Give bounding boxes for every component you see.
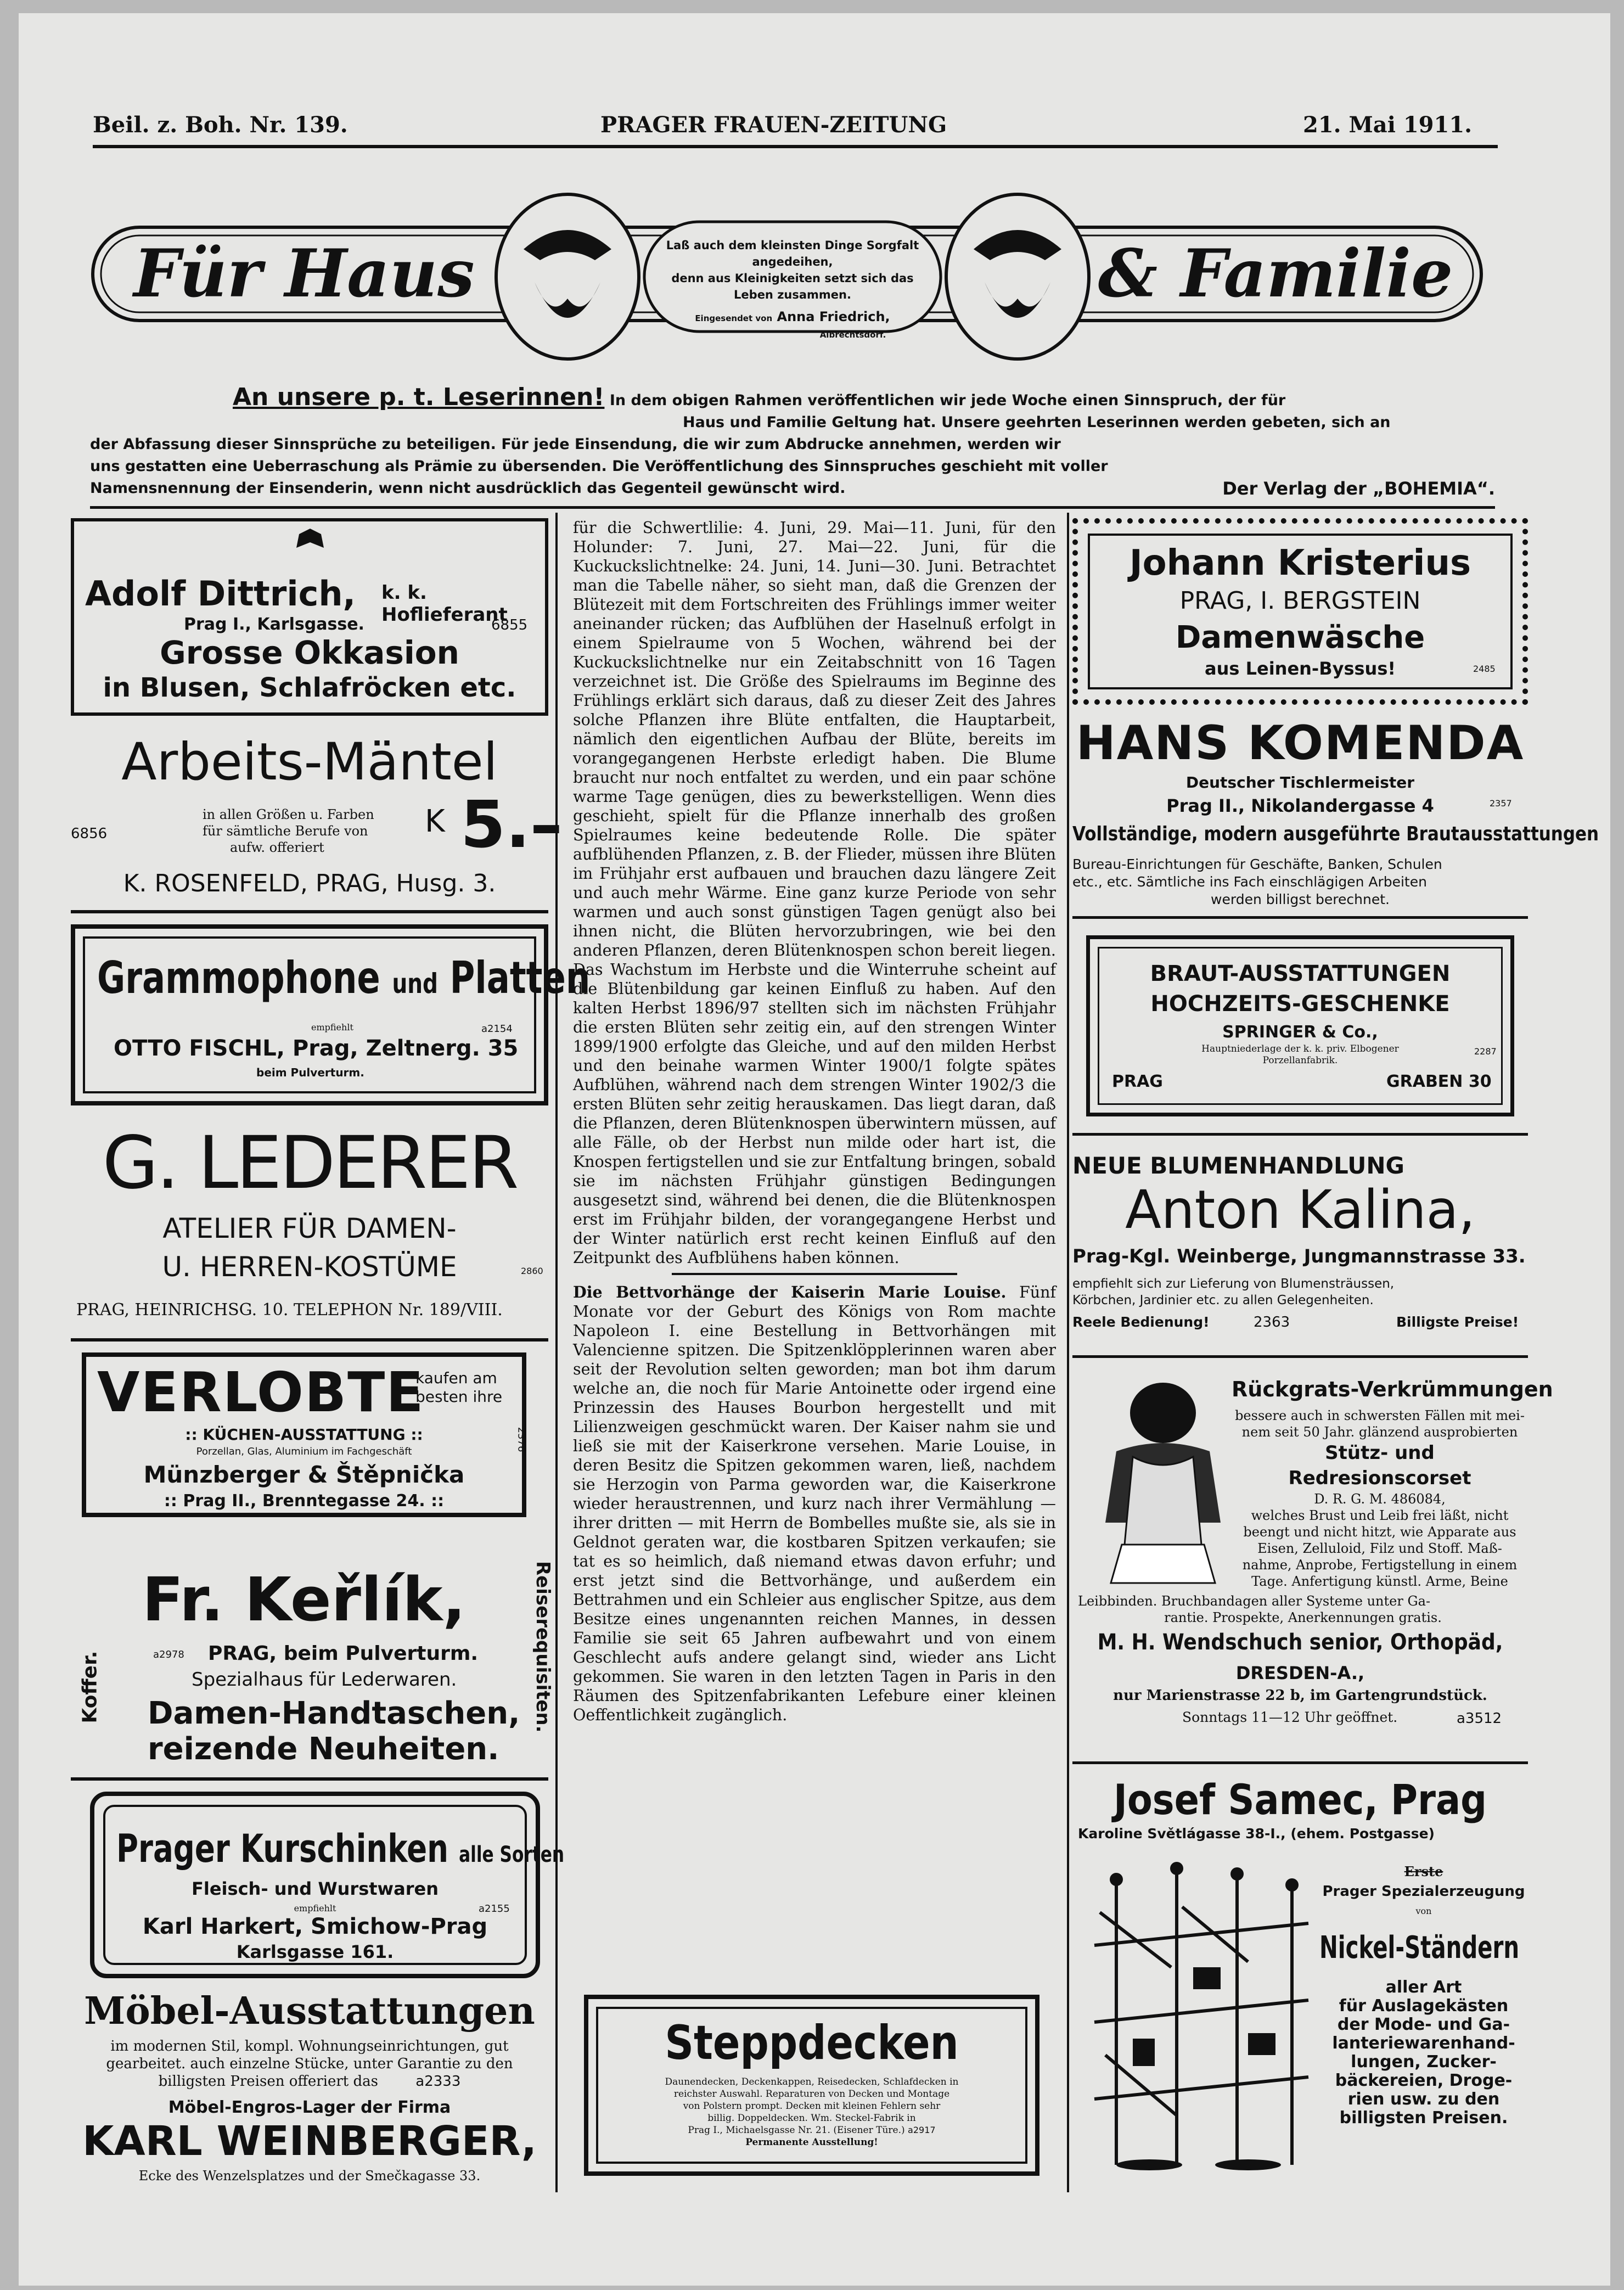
springer-line-1: BRAUT-AUSSTATTUNGEN — [1150, 961, 1451, 986]
banner-signed-prefix: Eingesendet von — [695, 313, 773, 323]
newspaper-page — [19, 13, 1610, 2286]
harkert-title-tail: alle Sorten — [459, 1842, 565, 1867]
wendschuch-line-5: welches Brust und Leib frei läßt, nicht — [1251, 1508, 1509, 1523]
ad-verlobte — [82, 1352, 526, 1517]
kerlik-name: Fr. Keřlík, — [142, 1564, 466, 1635]
ad-komenda — [1072, 716, 1599, 919]
samec-line-6: der Mode- und Ga- — [1337, 2015, 1510, 2034]
verlobte-side-1: kaufen am — [415, 1369, 497, 1387]
column-divider-left — [555, 513, 558, 2192]
article-divider — [672, 1273, 957, 1275]
ad-lederer — [71, 1122, 548, 1342]
dittrich-num: 6855 — [491, 617, 528, 633]
samec-line-10: rien usw. zu den — [1347, 2090, 1500, 2109]
rosenfeld-line-3: aufw. offeriert — [230, 840, 324, 855]
samec-address: Karoline Světlágasse 38-I., (ehem. Postgasse) — [1078, 1826, 1435, 1842]
harkert-recommends: empfiehlt — [294, 1903, 336, 1913]
notice-block — [90, 383, 1495, 499]
ad-fischl — [71, 924, 591, 1105]
wendschuch-line-9: Tage. Anfertigung künstl. Arme, Beine — [1251, 1574, 1508, 1589]
wendschuch-line-2: nem seit 50 Jahr. glänzend ausprobierten — [1241, 1424, 1518, 1440]
kalina-left: Reele Bedienung! — [1072, 1314, 1210, 1330]
kerlik-line-2: Spezialhaus für Lederwaren. — [192, 1669, 457, 1691]
rosenfeld-footer: K. ROSENFELD, PRAG, Husg. 3. — [123, 869, 496, 897]
kristerius-num: 2485 — [1473, 664, 1496, 674]
wendschuch-line-10: Leibbinden. Bruchbandagen aller Systeme unter Ga- — [1078, 1593, 1431, 1609]
komenda-line-3: etc., etc. Sämtliche ins Fach einschlägigen Arbeiten — [1072, 874, 1427, 890]
harkert-line-1: Fleisch- und Wurstwaren — [192, 1878, 439, 1899]
article-paragraph-1: für die Schwertlilie: 4. Juni, 29. Mai—11. Juni, für den Holunder: 7. Juni, 27. Mai—22. Juni, für die Kuckuckslichtnelke: 24. Juni, 14. Juni—30. Juni. Betrachtet man die Tabelle näher, so sieht man, daß die Grenzen der Blütezeit mit dem Fortschreiten des Frühlings immer weiter aneinander rücken; das Aufblühen der Haselnuß erfolgt in einem Spielraume von 5 Wochen, während bei der Kuckuckslichtnelke nur ein Zeitabschnitt von 16 Tagen verzeichnet ist. Die Größe des Spielraums im Beginne des Frühlings erklärt sich daraus, daß zu dieser Zeit des Jahres solche Pflanzen ihre Blüte entfalten, die Hauptarbeit, nämlich den eigentlichen Aufbau der Blüte, bereits im vorangegangenen Herbste erledigt haben. Die Blume braucht nur noch entfaltet zu werden, und ein paar schöne warme Tage genügen, dies zu bewerkstelligen. Wenn dies geschieht, spielt für die Pflanze innerhalb des großen Spielraumes keine bedeutende Rolle. Die später aufblühenden Pflanzen, z. B. der Flieder, müssen ihre Blüten im Frühjahr erst aufbauen und brauchen dazu längere Zeit und auch mehr Wärme. Eine ganz kurze Periode von sehr warmen und auch sonst günstigen Tagen genügt also bei ihnen nicht, die Blüten hervorzubringen, wie bei den anderen Pflanzen, deren Blütenknospen schon bereit liegen. Das Wachstum im Herbste und die Winterruhe scheint auf die Blütenbildung gar keinen Einfluß zu haben. Auf den kalten Herbst 1896/97 stellten sich im nächsten Frühjahr die ersten Blüten sehr zeitig ein, auf den strengen Winter 1899/1900 erfolgte das Gleiche, und auf den milden Herbst und den beinahe warmen Winter 1900/1 folgte spätes Aufblühen, während nach dem strengen Winter 1902/3 die ersten Blüten sehr zeitig herauskamen. Das liegt daran, daß die Pflanzen, deren Blütenknospen überwintern müssen, auf alle Fälle, ob der Herbst nun milde oder hart ist, die Knospen fertigstellen und sie zur Entfaltung bringen, sobald sie im nächsten Frühjahr günstigen Bedingungen ausgesetzt sind, während bei denen, die die Blütenknospen erst im Frühjahr bilden, der vorangegangene Herbst und der Winter natürlich erst recht keinen Einfluß auf den Zeitpunkt des Aufblühens haben können. — [573, 519, 1056, 1267]
springer-name: SPRINGER & Co., — [1222, 1023, 1378, 1042]
notice-line-1: In dem obigen Rahmen veröffentlichen wir jede Woche einen Sinnspruch, der für — [609, 392, 1286, 409]
lederer-line-1: ATELIER FÜR DAMEN- — [162, 1213, 457, 1244]
banner-motto-line-1: Laß auch dem kleinsten Dinge Sorgfalt angedeihen, — [666, 239, 919, 268]
weinberger-line-3: billigsten Preisen offeriert das — [158, 2073, 378, 2090]
verlobte-line-3: Münzberger & Štěpnička — [143, 1461, 465, 1488]
weinberger-name: KARL WEINBERGER, — [82, 2118, 537, 2165]
springer-line-2: HOCHZEITS-GESCHENKE — [1150, 991, 1450, 1017]
verlobte-num: 2376 — [515, 1427, 527, 1452]
banner-signed-name: Anna Friedrich, — [777, 309, 890, 324]
harkert-line-2: Karl Harkert, Smichow-Prag — [142, 1914, 488, 1939]
dittrich-address: Prag I., Karlsgasse. — [184, 615, 364, 634]
banner-title-right: & Familie — [1098, 235, 1453, 312]
ad-kristerius — [1072, 518, 1528, 705]
harkert-line-3: Karlsgasse 161. — [236, 1941, 394, 1962]
samec-line-8: lungen, Zucker- — [1351, 2052, 1497, 2072]
harkert-num: a2155 — [479, 1903, 510, 1915]
wendschuch-num: a3512 — [1457, 1710, 1502, 1727]
ad-wendschuch — [1072, 1369, 1553, 1764]
header-rule — [93, 145, 1498, 148]
lederer-line-2: U. HERREN-KOSTÜME — [162, 1251, 457, 1283]
komenda-line-4: werden billigst berechnet. — [1211, 891, 1390, 907]
kerlik-line-4: reizende Neuheiten. — [148, 1731, 499, 1767]
header-date: 21. Mai 1911. — [1303, 112, 1473, 138]
kerlik-left-side: Koffer. — [78, 1651, 102, 1724]
article-heading-2: Die Bettvorhänge der Kaiserin Marie Louise. — [573, 1283, 1007, 1301]
ad-steppdecken — [584, 1995, 1039, 2176]
article-paragraph-2: Fünf Monate vor der Geburt des Königs von Rom machte Napoleon I. eine Bestellung in Bettvorhängen mit Valencienne spitzen. Die Spitzenklöpplerinnen waren aber seit der Revolution selten geworden; man bot ihm darum welche an, die noch für Marie Antoinette oder irgend eine Prinzessin des Hauses Bourbon hergestellt und mit Lilienzweigen geschmückt waren. Der Kaiser nahm sie und ließ sie mit der Kaiserkrone versehen. Marie Louise, in deren Besitz die Spitzen gekommen waren, ließ, nachdem sie Herzogin von Parma geworden war, die Kaiserkrone wieder heraustrennen, und kurz nach ihrer Vermählung — ihrer dritten — mit Herrn de Bombelles mußte sie, als sie in Geldnot geraten war, die kostbaren Spitzen verkaufen; sie tat es so heimlich, daß niemand etwas davon erfuhr; und erst jetzt sind die Bettvorhänge, und außerdem ein Bettrahmen und ein Schleier aus englischer Spitze, aus dem Besitze eines ungenannten reichen Mannes, in dessen Familie sie seit 65 Jahren aufbewahrt und von einem Geschlecht aufs andere gelangt sind, wieder ans Licht gekommen. Sie waren in den letzten Tagen in Paris in den Räumen des Spitzenfabrikanten Lefebure einer kleinen Oeffentlichkeit zugänglich. — [573, 1283, 1057, 1724]
kalina-right: Billigste Preise! — [1396, 1314, 1519, 1330]
steppdecken-title: Steppdecken — [665, 2016, 959, 2070]
springer-line-3: Hauptniederlage der k. k. priv. Elbogener — [1201, 1043, 1399, 1054]
notice-line-5: Namensnennung der Einsenderin, wenn nicht ausdrücklich das Gegenteil gewünscht wird. — [90, 480, 846, 497]
nickel-stand-illustration — [1083, 1857, 1319, 2176]
kristerius-address: PRAG, I. BERGSTEIN — [1179, 587, 1421, 615]
komenda-name: HANS KOMENDA — [1076, 716, 1525, 771]
ad-kerlik — [71, 1561, 554, 1781]
verlobte-line-2: Porzellan, Glas, Aluminium im Fachgeschäft — [196, 1446, 412, 1457]
samec-line-7: lanteriewarenhand- — [1332, 2034, 1515, 2053]
samec-name: Josef Samec, Prag — [1113, 1775, 1487, 1824]
springer-line-4: Porzellanfabrik. — [1262, 1055, 1338, 1066]
samec-line-5: für Auslagekästen — [1339, 1996, 1509, 2016]
wendschuch-name: M. H. Wendschuch senior, Orthopäd, — [1097, 1630, 1503, 1655]
steppdecken-line-5: Prag I., Michaelsgasse Nr. 21. (Eisener Türe.) — [688, 2125, 905, 2136]
steppdecken-line-1: Daunendecken, Deckenkappen, Reisedecken, Schlafdecken in — [665, 2076, 959, 2087]
kristerius-name: Johann Kristerius — [1129, 543, 1471, 583]
samec-line-11: billigsten Preisen. — [1339, 2108, 1508, 2128]
harkert-title: Prager Kurschinken — [116, 1826, 449, 1871]
kalina-address: Prag-Kgl. Weinberge, Jungmannstrasse 33. — [1072, 1245, 1526, 1267]
notice-heading: An unsere p. t. Leserinnen! — [233, 383, 605, 411]
wendschuch-city: DRESDEN-A., — [1235, 1663, 1365, 1683]
header-title: PRAGER FRAUEN-ZEITUNG — [600, 112, 947, 138]
fischl-address: OTTO FISCHL, Prag, Zeltnerg. 35 — [114, 1036, 519, 1061]
ad-rosenfeld — [71, 727, 563, 913]
fischl-recommends: empfiehlt — [311, 1022, 353, 1032]
fischl-num: a2154 — [481, 1023, 513, 1035]
wendschuch-line-6: beengt und nicht hitzt, wie Apparate aus — [1243, 1524, 1516, 1540]
ad-samec — [1072, 1775, 1528, 2192]
steppdecken-line-4: billig. Doppeldecken. Wm. Steckel-Fabrik in — [707, 2113, 916, 2124]
banner-fuer-haus-und-familie — [90, 189, 1484, 364]
komenda-line-2: Bureau-Einrichtungen für Geschäfte, Banken, Schulen — [1072, 856, 1442, 872]
rosenfeld-title: Arbeits-Mäntel — [121, 732, 498, 792]
corset-figure-illustration — [1083, 1380, 1243, 1589]
dittrich-line-2: in Blusen, Schlafröcken etc. — [103, 672, 516, 703]
wendschuch-line-7: Eisen, Zelluloid, Filz und Stoff. Maß- — [1257, 1541, 1502, 1556]
weinberger-line-1: im modernen Stil, kompl. Wohnungseinrichtungen, gut — [110, 2038, 509, 2055]
verlobte-line-4: :: Prag II., Brenntegasse 24. :: — [164, 1491, 445, 1511]
wendschuch-hours: Sonntags 11—12 Uhr geöffnet. — [1182, 1709, 1398, 1725]
ad-weinberger — [71, 1989, 548, 2198]
wendschuch-address: nur Marienstrasse 22 b, im Gartengrundstück. — [1113, 1687, 1487, 1704]
weinberger-num: a2333 — [415, 2073, 461, 2090]
banner-motto-line-2: denn aus Kleinigkeiten setzt sich das Leben zusammen. — [671, 272, 914, 301]
komenda-num: 2357 — [1490, 798, 1512, 809]
wendschuch-line-4: D. R. G. M. 486084, — [1314, 1491, 1446, 1507]
samec-line-3: von — [1415, 1906, 1432, 1916]
samec-line-2: Prager Spezialerzeugung — [1322, 1883, 1525, 1900]
verlobte-side-2: besten ihre — [415, 1388, 503, 1406]
kalina-heading: NEUE BLUMENHANDLUNG — [1072, 1152, 1404, 1179]
steppdecken-num: a2917 — [908, 2125, 936, 2135]
samec-line-1: Erste — [1404, 1864, 1443, 1879]
rosenfeld-price: 5.– — [460, 787, 563, 862]
banner-title-left: Für Haus — [133, 235, 475, 312]
crest-icon — [294, 526, 327, 553]
dittrich-title: k. k. Hoflieferant — [381, 582, 508, 626]
ad-dittrich — [71, 518, 548, 716]
dittrich-line-1: Grosse Okkasion — [160, 634, 459, 671]
notice-rule — [90, 506, 1495, 509]
weinberger-line-5: Ecke des Wenzelsplatzes und der Smečkagasse 33. — [138, 2168, 481, 2184]
banner-signed-place: Albrechtsdorf. — [819, 330, 886, 340]
fischl-sub: beim Pulverturm. — [256, 1066, 364, 1079]
kalina-line-1: empfiehlt sich zur Lieferung von Blumensträussen, — [1072, 1277, 1395, 1291]
wendschuch-line-11: rantie. Prospekte, Anerkennungen gratis. — [1164, 1610, 1442, 1625]
komenda-title: Deutscher Tischlermeister — [1185, 773, 1415, 792]
samec-title: Nickel-Ständern — [1319, 1930, 1520, 1966]
weinberger-line-4: Möbel-Engros-Lager der Firma — [168, 2098, 451, 2117]
wendschuch-line-3: Stütz- und Redresionscorset — [1288, 1442, 1471, 1489]
column-divider-right — [1067, 513, 1069, 2192]
steppdecken-line-3: von Polstern prompt. Decken mit kleinen Fehlern sehr — [683, 2101, 941, 2112]
komenda-address: Prag II., Nikolandergasse 4 — [1166, 795, 1434, 816]
fischl-title-a: Grammophone — [97, 952, 380, 1003]
lederer-num: 2860 — [521, 1266, 543, 1276]
rosenfeld-line-1: in allen Größen u. Farben — [203, 807, 374, 822]
kerlik-num: a2978 — [153, 1649, 184, 1660]
steppdecken-line-6: Permanente Ausstellung! — [745, 2137, 878, 2148]
steppdecken-line-2: reichster Auswahl. Reparaturen von Decken und Montage — [673, 2089, 950, 2100]
kalina-num: 2363 — [1254, 1314, 1290, 1331]
rosenfeld-num: 6856 — [71, 826, 108, 842]
lederer-footer: PRAG, HEINRICHSG. 10. TELEPHON Nr. 189/VIII. — [76, 1300, 503, 1320]
wendschuch-line-1: bessere auch in schwersten Fällen mit mei- — [1235, 1408, 1525, 1423]
samec-line-9: bäckereien, Droge- — [1335, 2071, 1513, 2090]
springer-street: GRABEN 30 — [1386, 1072, 1492, 1091]
notice-line-4: uns gestatten eine Ueberraschung als Prämie zu übersenden. Die Veröffentlichung des Sinnspruches geschieht mit voller — [90, 458, 1108, 475]
rosenfeld-currency: K — [425, 804, 445, 839]
kristerius-sub: aus Leinen-Byssus! — [1205, 658, 1396, 679]
dittrich-name: Adolf Dittrich, — [85, 574, 356, 614]
fischl-title-b: Platten — [449, 952, 591, 1003]
verlobte-line-1: :: KÜCHEN-AUSSTATTUNG :: — [185, 1425, 423, 1444]
rosenfeld-line-2: für sämtliche Berufe von — [203, 823, 368, 839]
lederer-name: G. LEDERER — [102, 1121, 517, 1205]
kalina-name: Anton Kalina, — [1125, 1179, 1475, 1241]
fischl-title-und: und — [392, 968, 438, 1000]
kerlik-line-1: PRAG, beim Pulverturm. — [208, 1642, 479, 1665]
notice-signature: Der Verlag der „BOHEMIA“. — [1222, 478, 1495, 499]
wendschuch-title: Rückgrats-Verkrümmungen — [1232, 1377, 1553, 1401]
notice-line-2: Haus und Familie Geltung hat. Unsere geehrten Leserinnen werden gebeten, sich an — [683, 414, 1391, 431]
article-column — [573, 518, 1056, 1727]
springer-city: PRAG — [1112, 1072, 1163, 1091]
kristerius-title: Damenwäsche — [1175, 620, 1425, 655]
verlobte-title: VERLOBTE — [97, 1360, 425, 1424]
kerlik-right-side: Reiserequisiten. — [532, 1561, 554, 1733]
samec-line-4: aller Art — [1385, 1978, 1462, 1997]
wendschuch-line-8: nahme, Anprobe, Fertigstellung in einem — [1242, 1557, 1518, 1573]
header-issue: Beil. z. Boh. Nr. 139. — [93, 112, 348, 138]
ad-springer — [1086, 935, 1514, 1116]
springer-num: 2287 — [1474, 1046, 1497, 1057]
notice-line-3: der Abfassung dieser Sinnsprüche zu beteiligen. Für jede Einsendung, die wir zum Abdrucke annehmen, werden wir — [90, 436, 1061, 453]
weinberger-line-2: gearbeitet. auch einzelne Stücke, unter Garantie zu den — [106, 2056, 513, 2072]
ad-kalina — [1072, 1133, 1528, 1358]
kalina-line-2: Körbchen, Jardinier etc. zu allen Gelegenheiten. — [1072, 1293, 1374, 1307]
ad-harkert — [90, 1792, 565, 1978]
komenda-line-1: Vollständige, modern ausgeführte Brautausstattungen — [1072, 823, 1599, 845]
weinberger-title: Möbel-Ausstattungen — [84, 1989, 535, 2033]
kerlik-line-3: Damen-Handtaschen, — [148, 1696, 520, 1731]
